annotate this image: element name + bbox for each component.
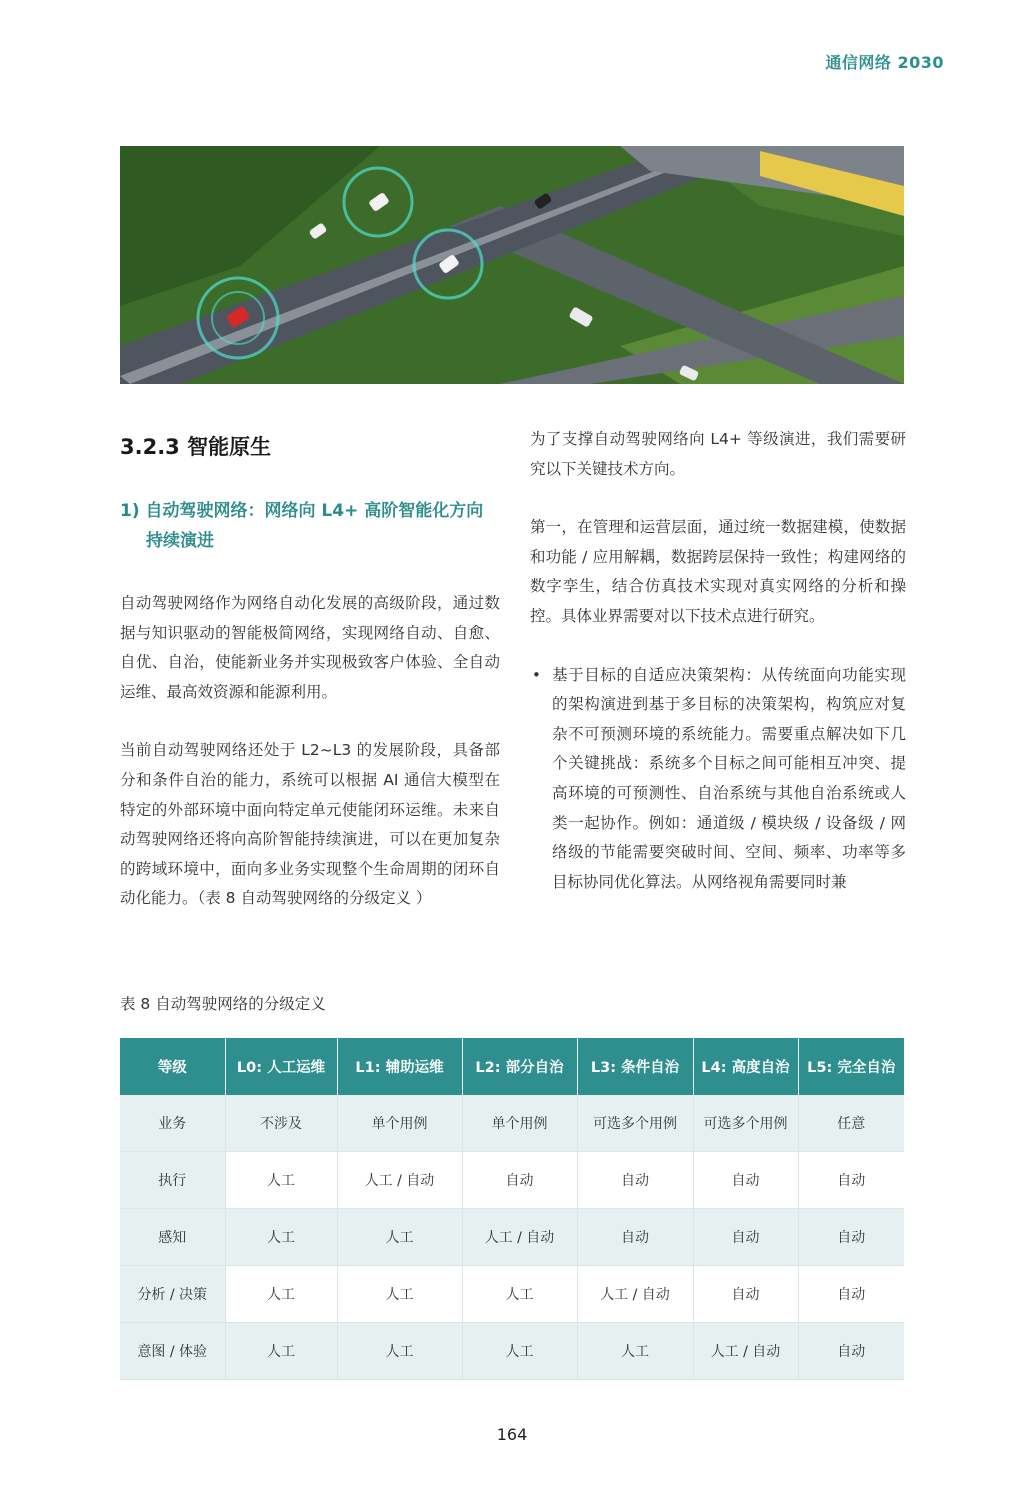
subheading: 1) 自动驾驶网络：网络向 L4+ 高阶智能化方向持续演进 <box>120 501 484 551</box>
table-cell: 自动 <box>798 1209 904 1266</box>
table-cell: 自动 <box>577 1152 693 1209</box>
table-cell: 分析 / 决策 <box>120 1266 225 1323</box>
table-row <box>120 1095 904 1152</box>
paragraph: 为了支撑自动驾驶网络向 L4+ 等级演进，我们需要研究以下关键技术方向。 <box>530 430 906 478</box>
table-cell: 人工 <box>337 1266 462 1323</box>
table-cell: 自动 <box>798 1152 904 1209</box>
table-header-cell: L0: 人工运维 <box>225 1038 337 1095</box>
level-table <box>120 1038 904 1380</box>
table-cell: 自动 <box>798 1323 904 1380</box>
bullet-item <box>530 661 906 898</box>
table-cell: 人工 <box>577 1323 693 1380</box>
table-header-cell: L4: 高度自治 <box>693 1038 798 1095</box>
table-cell: 可选多个用例 <box>693 1095 798 1152</box>
table-cell: 单个用例 <box>337 1095 462 1152</box>
table-row <box>120 1266 904 1323</box>
right-column <box>530 425 906 897</box>
table-header-row <box>120 1038 904 1095</box>
table-cell: 人工 <box>225 1209 337 1266</box>
table-cell: 人工 / 自动 <box>462 1209 577 1266</box>
table-cell: 人工 / 自动 <box>693 1323 798 1380</box>
paragraph: 自动驾驶网络作为网络自动化发展的高级阶段，通过数据与知识驱动的智能极简网络，实现网络自动、自愈、自优、自治，使能新业务并实现极致客户体验、全自动运维、最高效资源和能源利用。 <box>120 594 500 701</box>
table-row <box>120 1209 904 1266</box>
table-cell: 人工 / 自动 <box>577 1266 693 1323</box>
table-cell: 人工 <box>462 1323 577 1380</box>
table-header-cell: 等级 <box>120 1038 225 1095</box>
table-cell: 人工 <box>337 1209 462 1266</box>
table-header-cell: L3: 条件自治 <box>577 1038 693 1095</box>
section-title: 3.2.3 智能原生 <box>120 435 272 459</box>
table-cell: 任意 <box>798 1095 904 1152</box>
header-title: 通信网络 2030 <box>825 53 944 72</box>
bullet-text: 基于目标的自适应决策架构：从传统面向功能实现的架构演进到基于多目标的决策架构，构筑应对复杂不可预测环境的系统能力。需要重点解决如下几个关键挑战：系统多个目标之间可能相互冲突、提高环境的可预测性、自治系统与其他自治系统或人类一起协作。例如：通道级 / 模块级 / 设备级 / 网络级的节能需要突破时间、空间、频率、功率等多目标协同优化算法。从网络视角需要同时兼 <box>552 665 906 891</box>
table-cell: 人工 <box>225 1323 337 1380</box>
left-column <box>120 425 500 914</box>
page-number: 164 <box>496 1425 528 1444</box>
table-cell: 执行 <box>120 1152 225 1209</box>
table-header-cell: L5: 完全自治 <box>798 1038 904 1095</box>
table-cell: 人工 <box>225 1266 337 1323</box>
table-row <box>120 1323 904 1380</box>
table-cell: 自动 <box>798 1266 904 1323</box>
table-cell: 自动 <box>577 1209 693 1266</box>
table-cell: 感知 <box>120 1209 225 1266</box>
table-cell: 自动 <box>693 1152 798 1209</box>
table-cell: 意图 / 体验 <box>120 1323 225 1380</box>
hero-image <box>120 146 904 384</box>
paragraph: 第一，在管理和运营层面，通过统一数据建模，使数据和功能 / 应用解耦，数据跨层保持一致性；构建网络的数字孪生，结合仿真技术实现对真实网络的分析和操控。具体业界需要对以下技术点进行研究。 <box>530 518 906 625</box>
table-cell: 人工 <box>337 1323 462 1380</box>
table-caption: 表 8 自动驾驶网络的分级定义 <box>120 995 326 1013</box>
paragraph: 当前自动驾驶网络还处于 L2~L3 的发展阶段，具备部分和条件自治的能力，系统可以根据 AI 通信大模型在特定的外部环境中面向特定单元使能闭环运维。未来自动驾驶网络还将向高阶智能持续演进，可以在更加复杂的跨域环境中，面向多业务实现整个生命周期的闭环自动化能力。（表 8 自动驾驶网络的分级定义 ） <box>120 741 500 908</box>
table-cell: 可选多个用例 <box>577 1095 693 1152</box>
bullet-marker: • <box>532 665 541 684</box>
table-row <box>120 1152 904 1209</box>
table-header-cell: L1: 辅助运维 <box>337 1038 462 1095</box>
table-cell: 不涉及 <box>225 1095 337 1152</box>
table-cell: 人工 / 自动 <box>337 1152 462 1209</box>
table-cell: 自动 <box>693 1209 798 1266</box>
table-header-cell: L2: 部分自治 <box>462 1038 577 1095</box>
table-cell: 自动 <box>693 1266 798 1323</box>
table-cell: 人工 <box>462 1266 577 1323</box>
table-cell: 业务 <box>120 1095 225 1152</box>
table-cell: 单个用例 <box>462 1095 577 1152</box>
table-cell: 人工 <box>225 1152 337 1209</box>
table-cell: 自动 <box>462 1152 577 1209</box>
